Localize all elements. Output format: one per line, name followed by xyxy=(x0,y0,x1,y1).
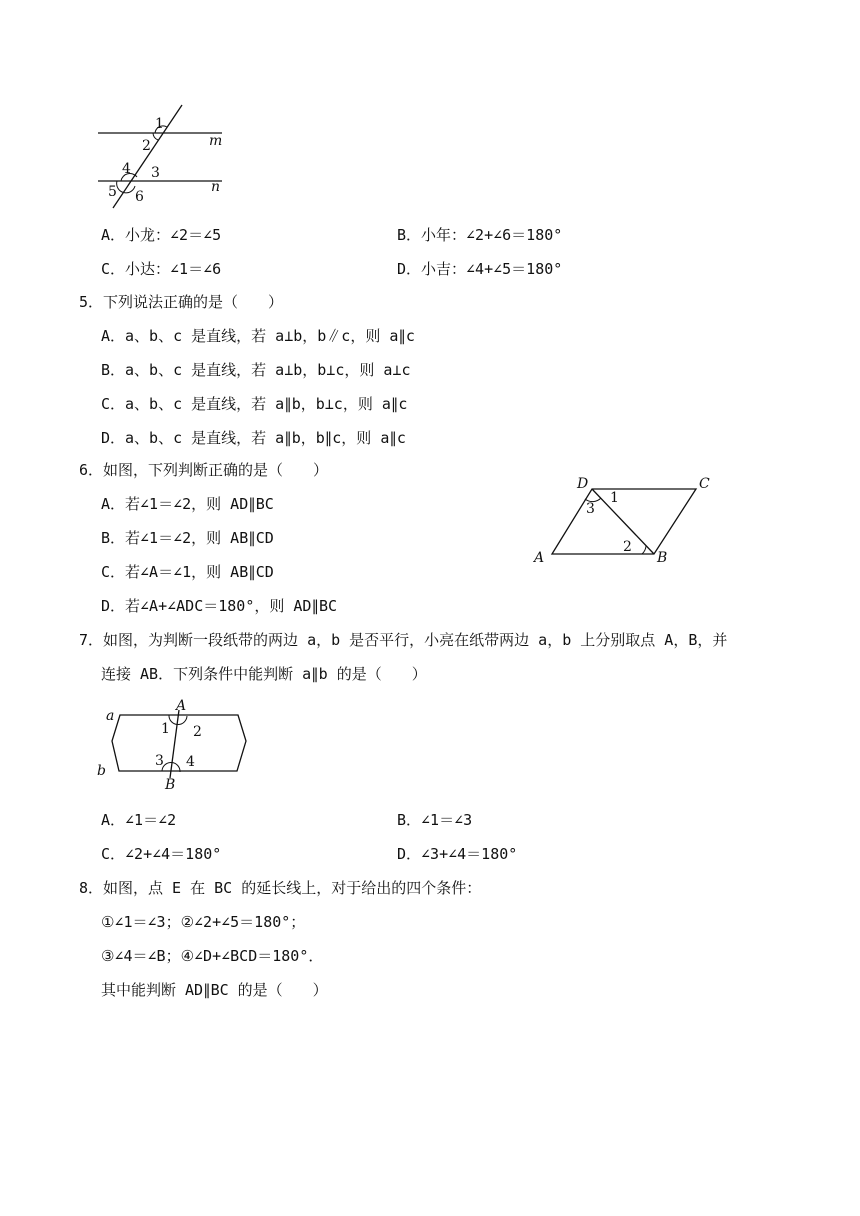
label-5: 5 xyxy=(108,184,117,200)
label-b: B xyxy=(657,550,668,566)
q6-option-b: B．若∠1＝∠2，则 AB∥CD xyxy=(101,529,274,547)
angle-arc-2 xyxy=(153,133,158,140)
label-1: 1 xyxy=(161,721,170,737)
label-2: 2 xyxy=(142,138,151,154)
label-b-line: b xyxy=(97,763,106,779)
q7-option-a: A．∠1＝∠2 xyxy=(101,811,177,829)
q7-figure xyxy=(97,695,257,795)
label-point-b: B xyxy=(165,777,176,793)
label-point-a: A xyxy=(176,698,187,714)
q5-option-c: C．a、b、c 是直线，若 a∥b，b⊥c，则 a∥c xyxy=(101,395,408,413)
q6-option-d: D．若∠A+∠ADC＝180°，则 AD∥BC xyxy=(101,597,338,615)
label-c: C xyxy=(699,476,710,492)
label-1: 1 xyxy=(610,490,619,506)
segment-ab xyxy=(170,710,179,778)
label-3: 3 xyxy=(586,501,595,517)
label-3: 3 xyxy=(151,165,160,181)
q8-conditions-line2: ③∠4＝∠B；④∠D+∠BCD＝180°． xyxy=(101,947,324,965)
paper-strip xyxy=(112,715,246,771)
q6-figure xyxy=(530,470,720,570)
label-m: m xyxy=(209,133,223,149)
label-4: 4 xyxy=(186,754,195,770)
label-n: n xyxy=(211,179,221,195)
q7-stem-line2: 连接 AB．下列条件中能判断 a∥b 的是（ ） xyxy=(101,665,427,683)
label-2: 2 xyxy=(623,539,632,555)
q7-option-b: B．∠1＝∠3 xyxy=(397,811,473,829)
q4-option-d: D．小吉：∠4+∠5＝180° xyxy=(397,260,563,278)
q8-stem: 8．如图，点 E 在 BC 的延长线上，对于给出的四个条件： xyxy=(79,879,482,897)
label-2: 2 xyxy=(193,724,202,740)
q6-option-c: C．若∠A＝∠1，则 AB∥CD xyxy=(101,563,274,581)
q7-stem-line1: 7．如图，为判断一段纸带的两边 a，b 是否平行，小亮在纸带两边 a，b 上分别取点 A，B，并 xyxy=(79,631,728,649)
q4-option-b: B．小年：∠2+∠6＝180° xyxy=(397,226,563,244)
q4-figure xyxy=(95,100,235,210)
angle-arc-5-6 xyxy=(117,181,135,193)
q6-option-a: A．若∠1＝∠2，则 AD∥BC xyxy=(101,495,274,513)
label-4: 4 xyxy=(122,161,131,177)
q8-question: 其中能判断 AD∥BC 的是（ ） xyxy=(101,981,328,999)
label-1: 1 xyxy=(155,116,164,132)
q5-option-d: D．a、b、c 是直线，若 a∥b，b∥c，则 a∥c xyxy=(101,429,406,447)
q7-option-c: C．∠2+∠4＝180° xyxy=(101,845,222,863)
q4-option-a: A．小龙：∠2＝∠5 xyxy=(101,226,222,244)
label-3: 3 xyxy=(155,753,164,769)
label-a-line: a xyxy=(106,708,115,724)
q5-option-a: A．a、b、c 是直线，若 a⊥b，b∥c，则 a∥c xyxy=(101,327,415,345)
label-6: 6 xyxy=(135,189,144,205)
q5-option-b: B．a、b、c 是直线，若 a⊥b，b⊥c，则 a⊥c xyxy=(101,361,411,379)
label-d: D xyxy=(577,476,589,492)
q5-stem: 5．下列说法正确的是（ ） xyxy=(79,293,284,311)
q7-option-d: D．∠3+∠4＝180° xyxy=(397,845,518,863)
q8-conditions-line1: ①∠1＝∠3；②∠2+∠5＝180°； xyxy=(101,913,306,931)
q4-option-c: C．小达：∠1＝∠6 xyxy=(101,260,222,278)
label-a: A xyxy=(534,550,545,566)
q6-stem: 6．如图，下列判断正确的是（ ） xyxy=(79,461,329,479)
angle-arc-b xyxy=(642,546,646,554)
